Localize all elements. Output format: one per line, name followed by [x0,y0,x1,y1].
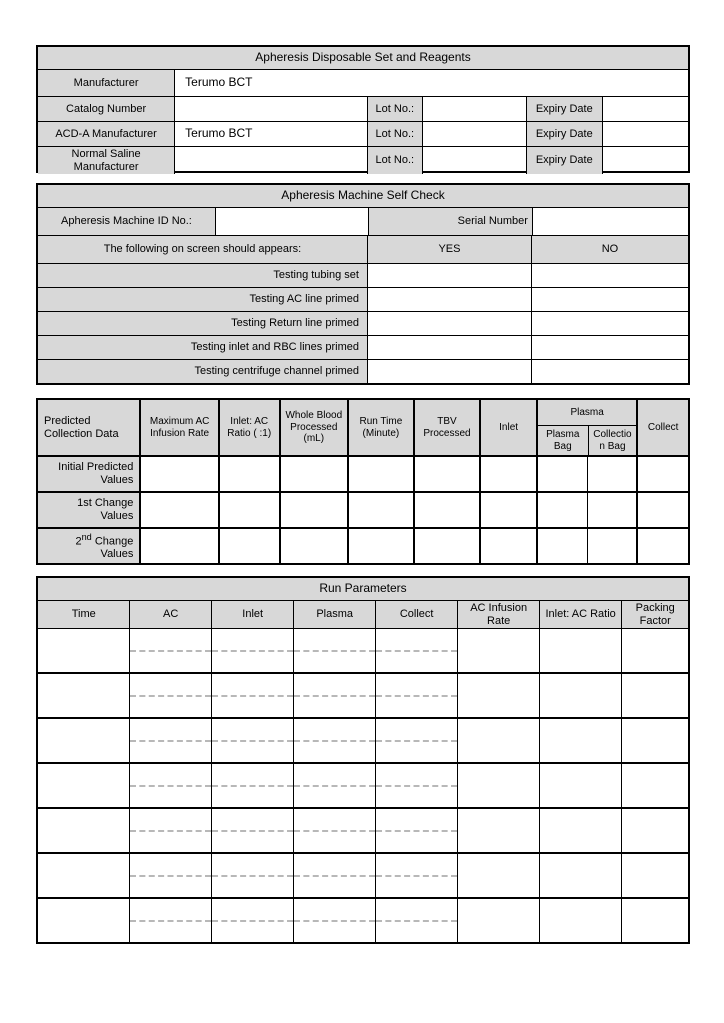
col-inlet-ac-ratio: Inlet: AC Ratio [539,601,622,628]
table-row [38,287,688,311]
table-row [38,47,688,69]
predicted-collection-title: Predicted Collection Data [38,400,139,455]
no-cell [531,312,688,335]
table-header-row [38,600,688,627]
plasma-cell [293,899,375,942]
col-whole-blood-processed: Whole Blood Processed (mL) [279,400,348,455]
machine-id-value [215,208,368,235]
collect-cell [375,899,457,942]
col-max-ac-infusion-rate: Maximum AC Infusion Rate [139,400,218,455]
table-row [38,491,688,527]
inlet-ac-ratio-cell [539,764,622,807]
value-cell [636,493,688,527]
value-cell [413,529,480,563]
check-label: Testing Return line primed [38,312,367,335]
catalog-number-label: Catalog Number [38,97,174,121]
serial-number-value [532,208,688,235]
inlet-ac-ratio-cell [539,899,622,942]
value-cell [347,457,413,491]
ac-infusion-rate-cell [457,719,539,762]
inlet-cell [211,674,294,717]
disposable-set-table [36,45,690,173]
ac-cell [129,629,211,672]
ordinal-superscript: nd [81,531,92,542]
run-row [38,717,688,762]
self-check-prompt: The following on screen should appears: [38,236,367,263]
check-label: Testing tubing set [38,264,367,287]
value-cell [479,493,536,527]
ac-infusion-rate-cell [457,854,539,897]
serial-number-label: Serial Number [368,208,532,235]
time-cell [38,854,129,897]
ac-cell [129,854,211,897]
value-cell [347,493,413,527]
plasma-cell [293,809,375,852]
self-check-title: Apheresis Machine Self Check [38,185,688,207]
inlet-ac-ratio-cell [539,854,622,897]
inlet-cell [211,854,294,897]
run-row [38,897,688,942]
expiry-date-value [602,122,688,146]
no-header: NO [531,236,688,263]
saline-manufacturer-label: Normal Saline Manufacturer [38,147,174,174]
ac-cell [129,719,211,762]
col-collection-bag: Collection Bag [588,426,637,455]
ac-cell [129,899,211,942]
table-row [38,359,688,383]
value-cell [636,529,688,563]
no-cell [531,336,688,359]
plasma-cell [293,764,375,807]
value-cell [279,457,348,491]
collect-cell [375,854,457,897]
plasma-cell [293,854,375,897]
ac-cell [129,809,211,852]
col-packing-factor: Packing Factor [621,601,688,628]
value-cell [218,493,279,527]
col-plasma-bag: Plasma Bag [546,429,580,452]
catalog-number-value [174,97,367,121]
check-label: Testing inlet and RBC lines primed [38,336,367,359]
inlet-ac-ratio-cell [539,809,622,852]
value-cell [536,493,587,527]
col-time: Time [38,601,129,628]
run-row [38,807,688,852]
value-cell [347,529,413,563]
yes-cell [367,336,531,359]
time-cell [38,629,129,672]
run-row [38,627,688,672]
value-cell [536,457,587,491]
time-cell [38,674,129,717]
col-inlet: Inlet [479,400,536,455]
manufacturer-label: Manufacturer [38,70,174,96]
value-cell [636,457,688,491]
plasma-cell [293,719,375,762]
no-cell [531,264,688,287]
table-row [38,96,688,121]
col-collect: Collect [375,601,457,628]
packing-factor-cell [621,899,688,942]
table-row [38,235,688,263]
collect-cell [375,719,457,762]
ac-infusion-rate-cell [457,629,539,672]
run-row [38,762,688,807]
value-cell [139,529,218,563]
row-label-text: 2nd Change Values [75,531,134,560]
predicted-collection-table [36,398,690,565]
yes-cell [367,288,531,311]
time-cell [38,719,129,762]
value-cell [479,457,536,491]
inlet-cell [211,899,294,942]
value-cell [479,529,536,563]
value-cell [279,493,348,527]
inlet-ac-ratio-cell [539,674,622,717]
lot-no-value [422,147,526,174]
value-cell [218,457,279,491]
packing-factor-cell [621,629,688,672]
manufacturer-value: Terumo BCT [174,70,688,96]
table-row [38,121,688,146]
expiry-date-value [602,97,688,121]
lot-no-label: Lot No.: [367,147,422,174]
packing-factor-cell [621,719,688,762]
expiry-date-label: Expiry Date [526,97,602,121]
value-cell [587,457,637,491]
plasma-cell [293,674,375,717]
plasma-subcolumns [538,426,636,455]
value-cell [587,493,637,527]
expiry-date-label: Expiry Date [526,122,602,146]
table-row [38,578,688,600]
packing-factor-cell [621,764,688,807]
value-cell [218,529,279,563]
form-content [36,45,690,944]
value-cell [413,457,480,491]
lot-no-label: Lot No.: [367,97,422,121]
table-row [38,69,688,96]
value-cell [413,493,480,527]
col-plasma-group: Plasma [538,400,636,426]
col-inlet: Inlet [211,601,294,628]
no-cell [531,288,688,311]
value-cell [279,529,348,563]
inlet-cell [211,719,294,762]
col-inlet-ac-ratio: Inlet: AC Ratio ( :1) [218,400,279,455]
acda-manufacturer-label: ACD-A Manufacturer [38,122,174,146]
ac-infusion-rate-cell [457,674,539,717]
yes-cell [367,264,531,287]
row-label-first-change: 1st Change Values [38,493,139,527]
table-row [38,263,688,287]
expiry-date-value [602,147,688,174]
value-cell [536,529,587,563]
table-row [38,455,688,491]
run-parameters-title: Run Parameters [38,578,688,600]
collect-cell [375,809,457,852]
plasma-column-group [536,400,636,455]
run-row [38,672,688,717]
check-label: Testing centrifuge channel primed [38,360,367,383]
yes-cell [367,312,531,335]
table-row [38,335,688,359]
run-parameters-table [36,576,690,944]
inlet-ac-ratio-cell [539,719,622,762]
inlet-ac-ratio-cell [539,629,622,672]
disposable-set-title: Apheresis Disposable Set and Reagents [38,47,688,69]
self-check-table [36,183,690,385]
inlet-cell [211,629,294,672]
row-label-initial-predicted: Initial Predicted Values [38,457,139,491]
packing-factor-cell [621,809,688,852]
table-row [38,207,688,235]
collect-cell [375,629,457,672]
collect-cell [375,674,457,717]
time-cell [38,899,129,942]
lot-no-value [422,122,526,146]
yes-cell [367,360,531,383]
time-cell [38,809,129,852]
ac-infusion-rate-cell [457,809,539,852]
value-cell [587,529,637,563]
table-header-row [38,400,688,455]
col-tbv-processed: TBV Processed [413,400,480,455]
ac-infusion-rate-cell [457,899,539,942]
saline-manufacturer-value [174,147,367,174]
yes-header: YES [367,236,531,263]
machine-id-label: Apheresis Machine ID No.: [38,208,215,235]
col-plasma: Plasma [293,601,375,628]
col-run-time: Run Time (Minute) [347,400,413,455]
ac-infusion-rate-cell [457,764,539,807]
col-ac-infusion-rate: AC Infusion Rate [457,601,539,628]
expiry-date-label: Expiry Date [526,147,602,174]
row-label-second-change [38,529,139,563]
packing-factor-cell [621,854,688,897]
check-label: Testing AC line primed [38,288,367,311]
packing-factor-cell [621,674,688,717]
lot-no-label: Lot No.: [367,122,422,146]
time-cell [38,764,129,807]
table-row [38,311,688,335]
inlet-cell [211,764,294,807]
table-row [38,527,688,563]
collect-cell [375,764,457,807]
acda-manufacturer-value: Terumo BCT [174,122,367,146]
col-collect: Collect [636,400,688,455]
no-cell [531,360,688,383]
run-row [38,852,688,897]
table-row [38,185,688,207]
plasma-cell [293,629,375,672]
ac-cell [129,674,211,717]
value-cell [139,457,218,491]
col-ac: AC [129,601,211,628]
value-cell [139,493,218,527]
inlet-cell [211,809,294,852]
table-row [38,146,688,171]
ac-cell [129,764,211,807]
lot-no-value [422,97,526,121]
